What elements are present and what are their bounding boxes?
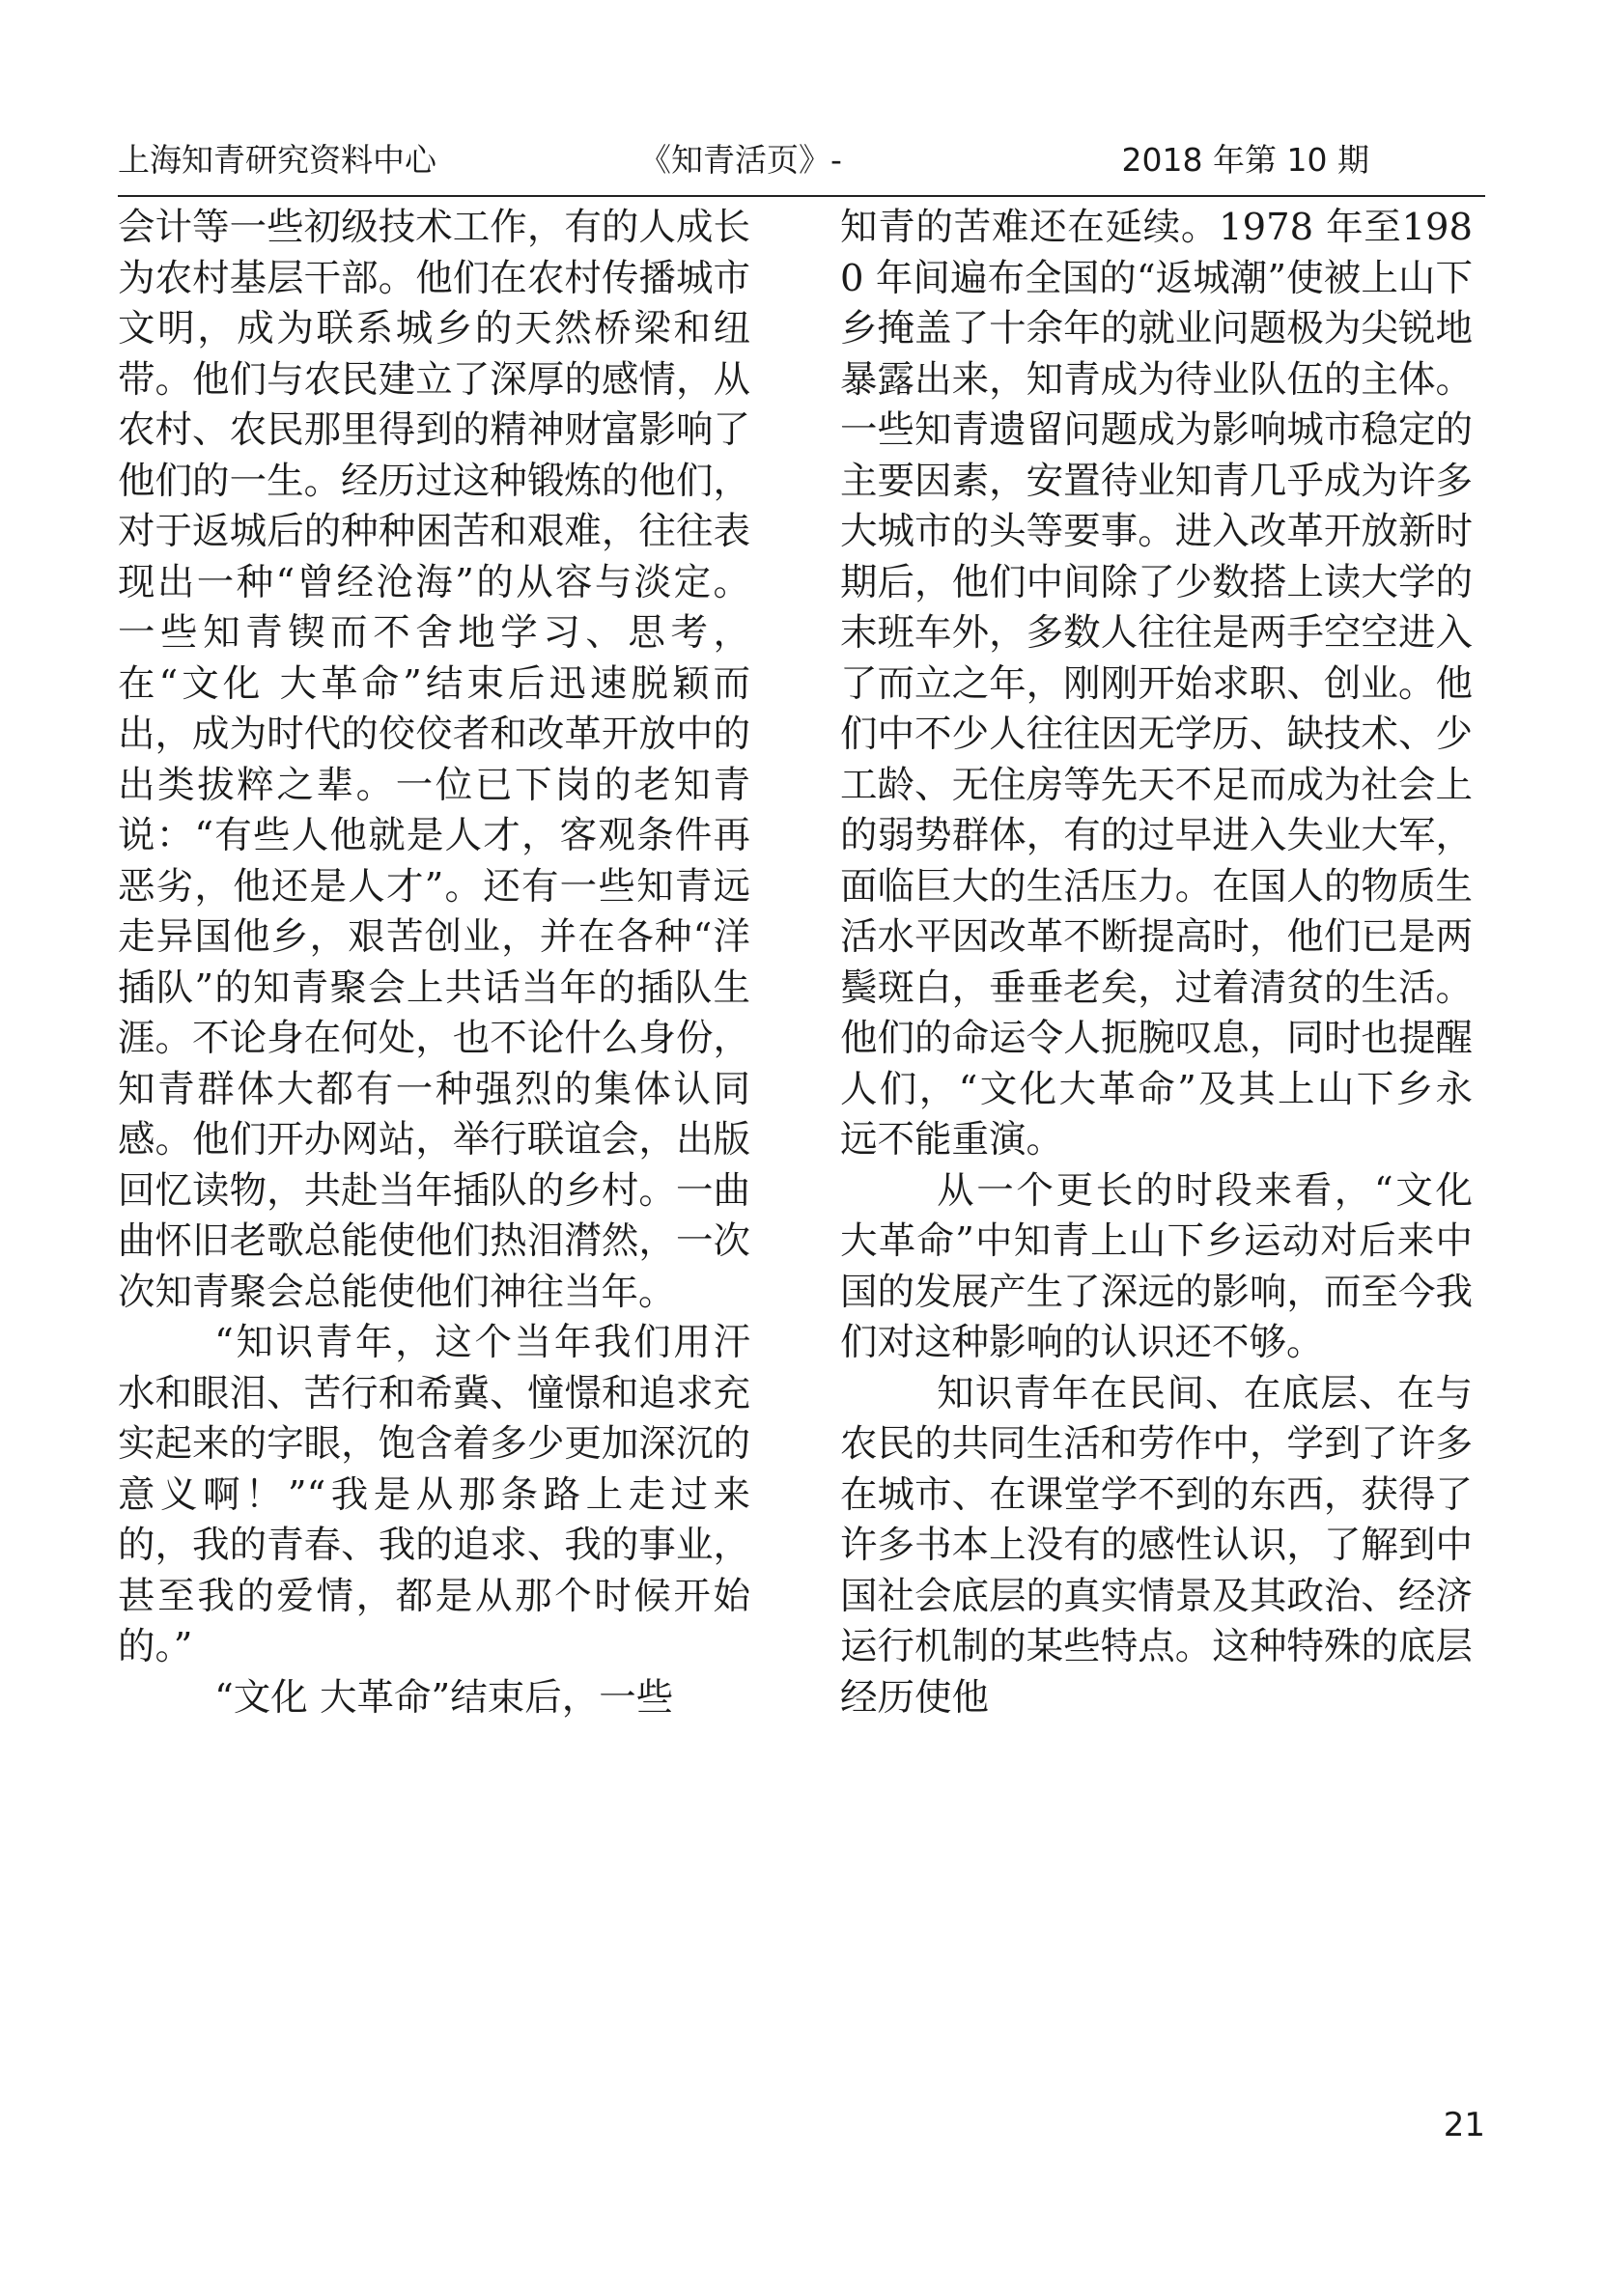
- right-paragraph-1: 知青的苦难还在延续。1978 年至1980 年间遍布全国的“返城潮”使被上山下乡掩盖了十余年的就业问题极为尖锐地暴露出来，知青成为待业队伍的主体。一些知青遗留问题成为影响城市稳定的主要因素，安置待业知青几乎成为许多大城市的头等要事。进入改革开放新时期后，他们中间除了少数搭上读大学的末班车外，多数人往往是两手空空进入了而立之年，刚刚开始求职、创业。他们中不少人往往因无学历、缺技术、少工龄、无住房等先天不足而成为社会上的弱势群体，有的过早进入失业大军，面临巨大的生活压力。在国人的物质生活水平因改革不断提高时，他们已是两鬓斑白，垂垂老矣，过着清贫的生活。他们的命运令人扼腕叹息，同时也提醒人们，“文化大革命”及其上山下乡永远不能重演。: [840, 206, 1473, 1162]
- header-publication-title: 《知青活页》-: [639, 141, 842, 179]
- right-column: [840, 203, 1473, 1723]
- left-paragraph-1: 会计等一些初级技术工作，有的人成长为农村基层干部。他们在农村传播城市文明，成为联系城乡的天然桥梁和纽带。他们与农民建立了深厚的感情，从农村、农民那里得到的精神财富影响了他们的一生。经历过这种锻炼的他们，对于返城后的种种困苦和艰难，往往表现出一种“曾经沧海”的从容与淡定。一些知青锲而不舍地学习、思考，在“文化 大革命”结束后迅速脱颖而出，成为时代的佼佼者和改革开放中的出类拔粹之辈。一位已下岗的老知青说：“有些人他就是人才，客观条件再恶劣，他还是人才”。还有一些知青远走异国他乡，艰苦创业，并在各种“洋插队”的知青聚会上共话当年的插队生涯。不论身在何处，也不论什么身份，知青群体大都有一种强烈的集体认同感。他们开办网站，举行联谊会，出版回忆读物，共赴当年插队的乡村。一曲曲怀旧老歌总能使他们热泪潸然，一次次知青聚会总能使他们神往当年。: [118, 206, 750, 1314]
- header-publisher: 上海知青研究资料中心: [118, 141, 436, 179]
- left-paragraph-2: “知识青年，这个当年我们用汗水和眼泪、苦行和希冀、憧憬和追求充实起来的字眼，饱含着多少更加深沉的意义啊！”“我是从那条路上走过来的，我的青春、我的追求、我的事业，甚至我的爱情，都是从那个时候开始的。”: [118, 1321, 750, 1668]
- header-issue: 2018 年第 10 期: [1121, 141, 1369, 179]
- page-number: 21: [1443, 2106, 1485, 2144]
- left-column: [118, 203, 750, 1723]
- left-paragraph-3: “文化 大革命”结束后，一些: [214, 1675, 674, 1720]
- right-paragraph-3: 知识青年在民间、在底层、在与农民的共同生活和劳作中，学到了许多在城市、在课堂学不到的东西，获得了许多书本上没有的感性认识，了解到中国社会底层的真实情景及其政治、经济运行机制的某些特点。这种特殊的底层经历使他: [840, 1371, 1473, 1720]
- page-header: [118, 135, 1485, 185]
- right-paragraph-2: 从一个更长的时段来看，“文化大革命”中知青上山下乡运动对后来中国的发展产生了深远的影响，而至今我们对这种影响的认识还不够。: [840, 1168, 1473, 1364]
- header-rule: [118, 195, 1485, 197]
